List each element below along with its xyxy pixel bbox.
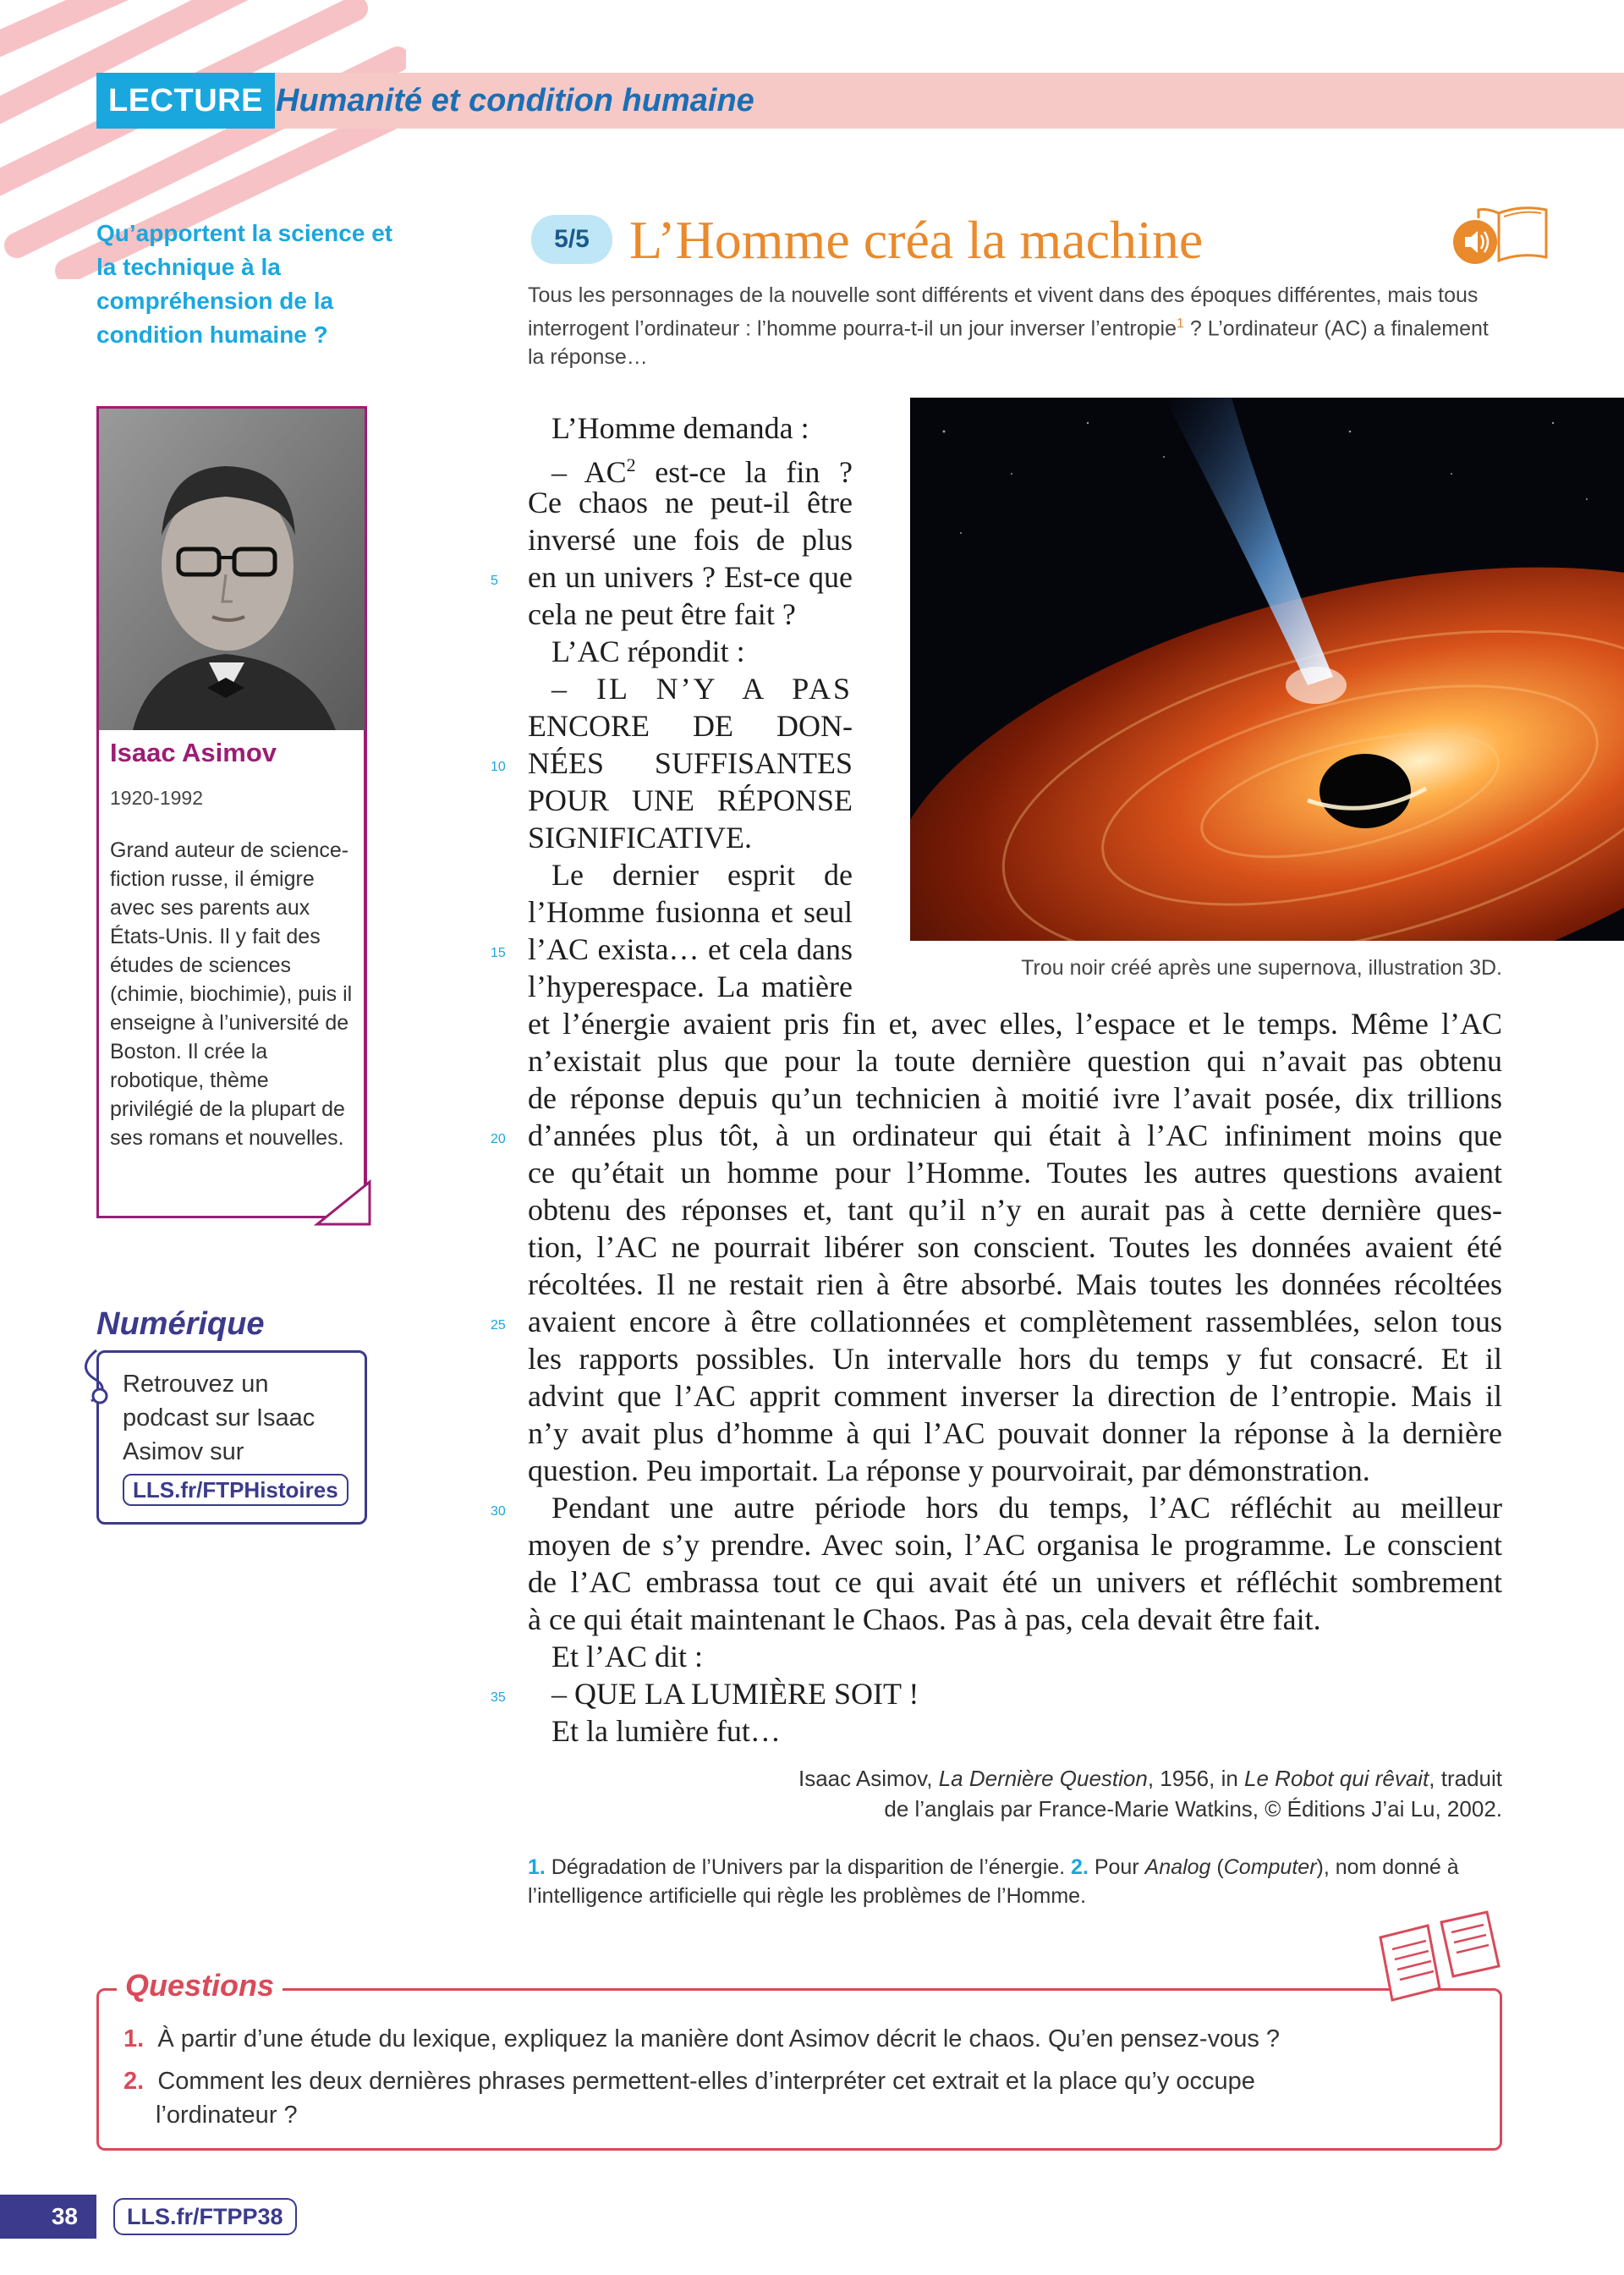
text-line: de l’AC embrassa tout ce qui avait été un univers et réfléchit sombrement: [528, 1565, 1502, 1599]
author-name: Isaac Asimov: [110, 738, 277, 767]
text-line: l’AC exista… et cela dans: [528, 932, 853, 966]
numerique-text: Retrouvez un podcast sur Isaac Asimov sur: [123, 1371, 315, 1465]
text-line: l’Homme fusionna et seul: [528, 895, 853, 929]
text-line: les rapports possibles. Un intervalle hors du temps y fut consacré. Et il: [528, 1342, 1502, 1376]
text-line: tion, l’AC ne pourrait libérer son conscient. Toutes les données avaient été: [528, 1230, 1502, 1264]
text-line: NÉES SUFFISANTES: [528, 746, 853, 780]
text-line: – $AC^2$ est-ce la fin ?: [551, 454, 853, 489]
line-number: 5: [491, 574, 498, 588]
text-line: inversé une fois de plus: [528, 523, 853, 557]
text-line: – QUE LA LUMIÈRE SOIT !: [551, 1677, 919, 1711]
card-fold-corner: [314, 1179, 373, 1229]
podcast-link[interactable]: LLS.fr/FTPHistoires: [123, 1474, 348, 1506]
spiral-binding-icon: [74, 1342, 125, 1426]
text-line: d’années plus tôt, à un ordinateur qui était à l’AC infiniment moins que: [528, 1118, 1502, 1152]
text-line: Ce chaos ne peut-il être: [528, 486, 853, 519]
question-item: 1. À partir d’une étude du lexique, expliquez la manière dont Asimov décrit le chaos. Qu’en pensez-vous ?: [123, 2025, 1281, 2052]
line-number: 35: [491, 1690, 506, 1705]
text-line: POUR UNE RÉPONSE: [528, 783, 853, 817]
text-line: Le dernier esprit de: [551, 858, 853, 892]
text-line: Et la lumière fut…: [551, 1714, 781, 1748]
line-number: 15: [491, 946, 506, 960]
source-citation: Isaac Asimov, La Dernière Question, 1956, in Le Robot qui rêvait, traduit de l’anglais par France-Marie Watkins, © Éditions J’ai Lu, 2002.: [798, 1766, 1502, 1822]
text-line: ENCORE DE DON-: [528, 709, 853, 743]
text-line: l’hyperespace. La matière: [528, 970, 853, 1003]
question-item: 2. Comment les deux dernières phrases permettent-elles d’interpréter cet extrait et la place qu’y occupe l’ordinateur ?: [123, 2068, 1255, 2129]
text-line: avaient encore à être collationnées et complètement rassemblées, selon tous: [528, 1305, 1502, 1338]
page-title: L’Homme créa la machine: [629, 210, 1204, 270]
audio-book-icon[interactable]: [1453, 201, 1555, 271]
text-line: en un univers ? Est-ce que: [528, 560, 853, 594]
chapter-intro: Tous les personnages de la nouvelle sont différents et vivent dans des époques différentes, mais tous interrogent l’ordinateur : l’homme pourra-t-il un jour inverser l’entropie$^1$ ? L’ordinateur (AC) a finalement la réponse…: [528, 283, 1489, 370]
theme-title: Humanité et condition humaine: [276, 83, 754, 118]
text-line: – IL N’Y A PAS: [551, 672, 853, 706]
footnote-ref-2: 2: [626, 454, 636, 475]
text-line: L’Homme demanda :: [551, 411, 809, 445]
questions-title: Questions: [117, 1968, 283, 2003]
numerique-title: Numérique: [96, 1306, 265, 1342]
part-badge: 5/5: [531, 215, 612, 264]
section-tag: LECTURE: [96, 73, 275, 129]
text-line: Pendant une autre période hors du temps, l’AC réfléchit au meilleur: [551, 1491, 1502, 1525]
author-dates: 1920-1992: [110, 787, 203, 809]
image-caption: Trou noir créé après une supernova, illustration 3D.: [1021, 956, 1502, 980]
text-line: Et l’AC dit :: [551, 1640, 703, 1673]
text-line: ce qu’était un homme pour l’Homme. Toutes les autres questions avaient: [528, 1156, 1502, 1190]
questions-list: [123, 2022, 1375, 2140]
text-line: récoltées. Il ne restait rien à être absorbé. Mais toutes les données récoltées: [528, 1267, 1502, 1301]
text-line: n’existait plus que pour la toute dernière question qui n’avait pas obtenu: [528, 1044, 1502, 1078]
text-line: à ce qui était maintenant le Chaos. Pas à pas, cela devait être fait.: [528, 1602, 1321, 1636]
guiding-question: Qu’apportent la science et la technique à la compréhension de la condition humaine ?: [96, 220, 393, 348]
text-line: moyen de s’y prendre. Avec soin, l’AC organisa le programme. Le conscient: [528, 1528, 1502, 1562]
footnote-ref-1: 1: [1177, 316, 1184, 331]
text-line: cela ne peut être fait ?: [528, 597, 796, 631]
line-number: 30: [491, 1504, 506, 1519]
text-line: obtenu des réponses et, tant qu’il n’y en aurait pas à cette dernière ques-: [528, 1193, 1502, 1227]
page-number: 38: [0, 2195, 96, 2239]
author-portrait: [99, 409, 365, 730]
footnotes: 1. Dégradation de l’Univers par la disparition de l’énergie. 2. Pour Analog (Computer), nom donné à l’intelligence artificielle qui règle les problèmes de l’Homme.: [528, 1855, 1459, 1908]
story-excerpt: [528, 409, 1502, 1750]
text-line: advint que l’AC apprit comment inverser la direction de l’entropie. Mais il: [528, 1379, 1502, 1413]
text-line: n’y avait plus d’homme à qui l’AC pouvait donner la réponse à la dernière: [528, 1416, 1502, 1450]
text-line: L’AC répondit :: [551, 635, 745, 668]
text-line: de réponse depuis qu’un technicien à moitié ivre l’avait posée, dix trillions: [528, 1081, 1502, 1115]
text-line: question. Peu importait. La réponse y pourvoirait, par démonstration.: [528, 1453, 1370, 1487]
line-number: 25: [491, 1318, 506, 1333]
footer-link[interactable]: LLS.fr/FTPP38: [113, 2198, 297, 2235]
papers-icon: [1369, 1907, 1504, 2017]
line-number: 10: [491, 760, 506, 774]
text-line: et l’énergie avaient pris fin et, avec elles, l’espace et le temps. Même l’AC: [528, 1007, 1502, 1041]
text-line: SIGNIFICATIVE.: [528, 821, 752, 854]
line-number: 20: [491, 1132, 506, 1146]
author-bio: Grand auteur de science-fiction russe, il émigre avec ses parents aux États-Unis. Il y fait des études de sciences (chimie, biochimie), puis il enseigne à l’université de Boston. Il crée la robotique, thème privilégié de la plupart de ses romans et nouvelles.: [110, 838, 353, 1150]
